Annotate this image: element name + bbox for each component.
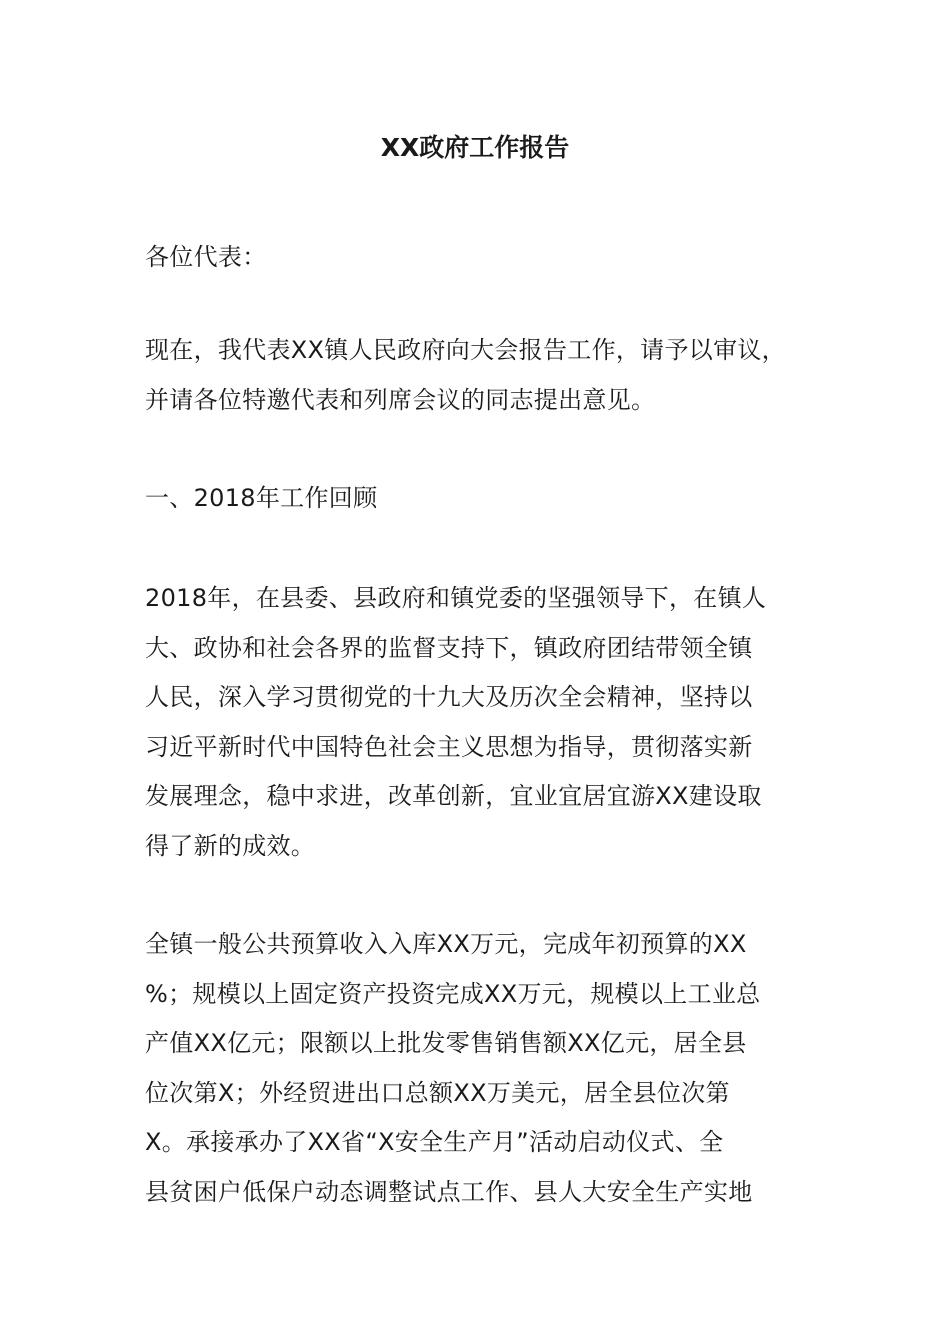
paragraph-line: 2018年，在县委、县政府和镇党委的坚强领导下，在镇人 bbox=[145, 584, 767, 612]
paragraph-line: %；规模以上固定资产投资完成XX万元，规模以上工业总 bbox=[145, 979, 761, 1008]
salutation bbox=[145, 233, 815, 283]
paragraph-line: 并请各位特邀代表和列席会议的同志提出意见。 bbox=[145, 385, 656, 414]
statistics-paragraph bbox=[145, 920, 815, 1217]
document-title: XX政府工作报告 bbox=[380, 133, 570, 162]
paragraph-line: 大、政协和社会各界的监督支持下，镇政府团结带领全镇 bbox=[145, 633, 753, 662]
paragraph-line: 全镇一般公共预算收入入库XX万元，完成年初预算的XX bbox=[145, 930, 747, 958]
paragraph-line: 县贫困户低保户动态调整试点工作、县人大安全生产实地 bbox=[145, 1177, 753, 1206]
paragraph-line: 人民，深入学习贯彻党的十九大及历次全会精神，坚持以 bbox=[145, 683, 753, 711]
paragraph-line: 习近平新时代中国特色社会主义思想为指导，贯彻落实新 bbox=[145, 732, 753, 761]
paragraph-line: 产值XX亿元；限额以上批发零售销售额XX亿元，居全县 bbox=[145, 1029, 747, 1057]
salutation-line: 各位代表： bbox=[145, 243, 267, 271]
review-paragraph bbox=[145, 574, 815, 871]
paragraph-line: 发展理念，稳中求进，改革创新，宜业宜居宜游XX建设取 bbox=[145, 782, 762, 810]
intro-paragraph bbox=[145, 326, 815, 425]
paragraph-line: 位次第X；外经贸进出口总额XX万美元，居全县位次第 bbox=[145, 1078, 730, 1107]
section-heading-line: 一、2018年工作回顾 bbox=[145, 484, 378, 512]
paragraph-line: 得了新的成效。 bbox=[145, 831, 316, 860]
paragraph-line: 现在，我代表XX镇人民政府向大会报告工作，请予以审议， bbox=[145, 336, 786, 364]
paragraph-line: X。承接承办了XX省“X安全生产月”活动启动仪式、全 bbox=[145, 1128, 724, 1156]
section-heading bbox=[145, 474, 815, 524]
